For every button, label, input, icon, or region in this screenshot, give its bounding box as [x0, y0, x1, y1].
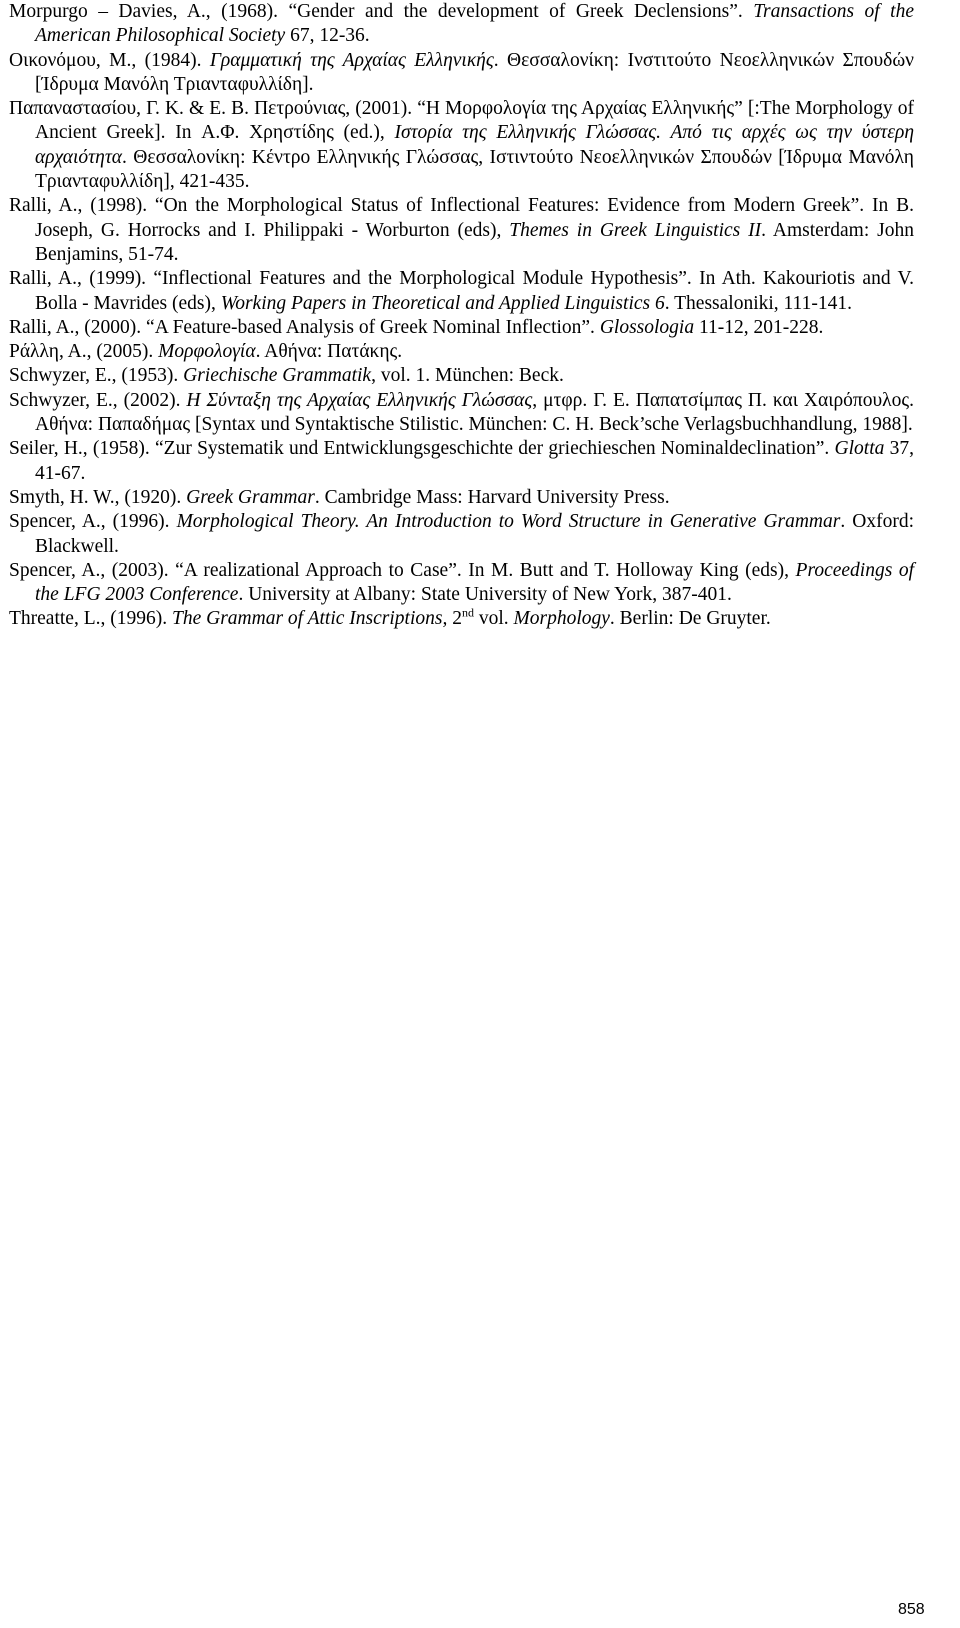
ref-text: Spencer, A., (2003). “A realizational Approach to Case”. In M. Butt and T. Holloway King (eds),	[9, 559, 796, 581]
ordinal-superscript: nd	[461, 605, 474, 620]
ref-text: Ralli, A., (1998). “On the Morphological Status of Inflectional Features: Evidence from Modern Greek”. In B. Joseph, G. Horrocks and I. Philippaki - Worburton (eds),	[9, 195, 914, 241]
reference-papanastasiou-2001	[9, 97, 914, 194]
ref-title: Morphological Theory. An Introduction to Word Structure in Generative Grammar	[176, 511, 841, 533]
ref-text: , vol. 1. München: Beck.	[371, 365, 564, 387]
ref-text: Seiler, H., (1958). “Zur Systematik und Entwicklungsgeschichte der griechieschen Nominaldeclination”.	[9, 438, 835, 460]
ref-title: Transactions of the American Philosophical Society	[35, 1, 914, 47]
ref-text: Spencer, A., (1996).	[9, 511, 177, 533]
ref-text: vol.	[473, 608, 514, 630]
ref-text: Smyth, H. W., (1920).	[9, 486, 187, 508]
reference-ralli-1999	[9, 267, 914, 316]
ref-text: Ράλλη, Α., (2005).	[9, 341, 159, 363]
ref-title: Themes in Greek Linguistics II	[509, 219, 762, 241]
ref-text: . Oxford: Blackwell.	[35, 511, 914, 557]
ref-text: . Θεσσαλονίκη: Ινστιτούτο Νεοελληνικών Σπουδών [Ίδρυμα Μανόλη Τριανταφυλλίδη].	[35, 49, 914, 95]
reference-schwyzer-2002	[9, 389, 914, 438]
ref-text: Schwyzer, E., (2002).	[9, 389, 187, 411]
reference-ralli-2005	[9, 340, 914, 364]
reference-list	[9, 0, 914, 632]
ref-text: . Amsterdam: John Benjamins, 51-74.	[35, 219, 914, 265]
reference-seiler-1958	[9, 437, 914, 486]
ref-text: 37, 41-67.	[35, 438, 914, 484]
ref-text: 67, 12-36.	[285, 25, 370, 47]
ref-title: Working Papers in Theoretical and Applied Linguistics 6	[220, 292, 665, 314]
ref-text: Threatte, L., (1996).	[9, 608, 172, 630]
page-number: 858	[898, 1601, 925, 1618]
ref-text: Morpurgo – Davies, A., (1968). “Gender and the development of Greek Declensions”.	[9, 1, 754, 22]
ref-title: Glossologia	[599, 316, 695, 338]
reference-oikonomou-1984	[9, 49, 914, 98]
ref-text: . Thessaloniki, 111-141.	[664, 292, 852, 314]
ref-title: Morphology	[513, 608, 610, 630]
reference-ralli-1998	[9, 194, 914, 267]
ref-text: Schwyzer, E., (1953).	[9, 365, 184, 387]
ref-text: Ralli, A., (2000). “A Feature-based Analysis of Greek Nominal Inflection”.	[9, 316, 600, 338]
reference-threatte-1996	[9, 607, 914, 631]
reference-spencer-1996	[9, 510, 914, 559]
reference-schwyzer-1953	[9, 364, 914, 388]
ref-text: , μτφρ. Γ. Ε. Παπατσίμπας Π. και Χαιρόπουλος. Αθήνα: Παπαδήμας [Syntax und Syntaktische Stilistic. München: C. H. Beck’sche Verlagsbuchhandlung, 1988].	[35, 389, 914, 436]
ref-text: . Berlin: De Gruyter.	[609, 608, 771, 630]
ref-title: Η Σύνταξη της Αρχαίας Ελληνικής Γλώσσας	[186, 389, 533, 411]
ref-title: Greek Grammar	[186, 486, 315, 508]
reference-spencer-2003	[9, 559, 914, 608]
ref-text: . Θεσσαλονίκη: Κέντρο Ελληνικής Γλώσσας, Ιστιντούτο Νεοελληνικών Σπουδών [Ίδρυμα Μανόλη Τριανταφυλλίδη], 421-435.	[35, 146, 914, 193]
ref-title: Μορφολογία	[158, 341, 256, 363]
reference-ralli-2000	[9, 316, 914, 340]
ref-text: 11-12, 201-228.	[694, 316, 824, 338]
ref-title: Γραμματική της Αρχαίας Ελληνικής	[209, 49, 494, 71]
reference-morpurgo-davies-1968	[9, 0, 914, 49]
ref-title: Glotta	[834, 438, 885, 460]
ref-text: . Αθήνα: Πατάκης.	[255, 341, 403, 363]
ref-title: The Grammar of Attic Inscriptions,	[171, 608, 448, 630]
ref-title: Proceedings of the LFG 2003 Conference	[35, 559, 915, 606]
reference-smyth-1920	[9, 486, 914, 510]
ref-text: Ralli, A., (1999). “Inflectional Features and the Morphological Module Hypothesis”. In Ath. Kakouriotis and V. Bolla - Mavrides (eds),	[9, 268, 914, 314]
ref-title: Ιστορία της Ελληνικής Γλώσσας. Από τις αρχές ως την ύστερη αρχαιότητα	[35, 122, 914, 168]
ref-text: . Cambridge Mass: Harvard University Press.	[314, 486, 670, 508]
ref-text: 2	[447, 608, 462, 630]
ref-text: . University at Albany: State University of New York, 387-401.	[238, 584, 732, 606]
ref-text: Οικονόμου, Μ., (1984).	[9, 49, 210, 71]
ref-title: Griechische Grammatik	[183, 365, 372, 387]
ref-text: Παπαναστασίου, Γ. Κ. & Ε. Β. Πετρούνιας, (2001). “Η Μορφολογία της Αρχαίας Ελληνικής” [:The Morphology of Ancient Greek]. In Α.Φ. Χρηστίδης (ed.),	[9, 98, 914, 144]
